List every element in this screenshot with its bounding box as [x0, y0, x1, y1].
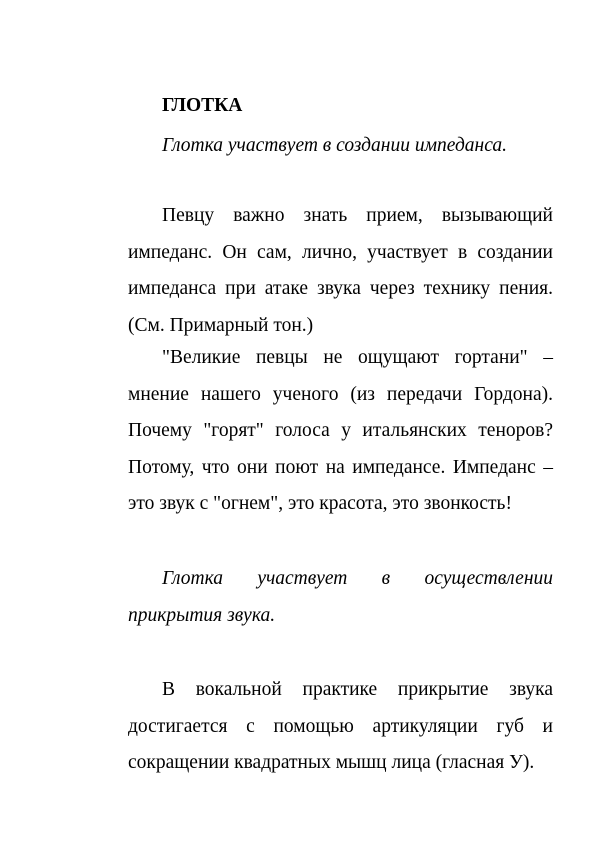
paragraph-block-2 — [128, 340, 553, 523]
italic-subheading-covering: Глотка участвует в осуществлении прикрытия звука. — [128, 568, 553, 626]
paragraph-vocal-practice: В вокальной практике прикрытие звука достигается с помощью артикуляции губ и сокращении квадратных мышц лица (гласная У). — [128, 679, 553, 773]
paragraph-block-4 — [128, 672, 553, 782]
section-subtitle: Глотка участвует в создании импеданса. — [162, 135, 508, 156]
section-heading: ГЛОТКА — [162, 95, 243, 116]
paragraph-great-singers: "Великие певцы не ощущают гортани" – мнение нашего ученого (из передачи Гордона). Почему "горят" голоса у итальянских теноров? Потому, что они поют на импедансе. Импеданс – это звук с "огнем", это красота, это звонкость! — [128, 347, 553, 514]
paragraph-block-1 — [128, 198, 553, 344]
paragraph-impedance-technique: Певцу важно знать прием, вызывающий импеданс. Он сам, лично, участвует в создании импеданса при атаке звука через технику пения. (См. Примарный тон.) — [128, 205, 553, 336]
paragraph-block-3 — [128, 561, 553, 634]
